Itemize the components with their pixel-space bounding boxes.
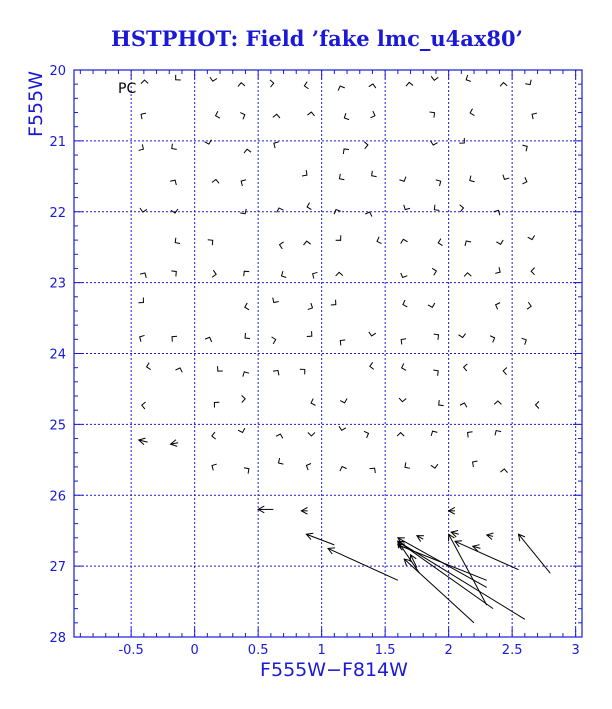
vector-marker	[307, 112, 314, 116]
vector-marker	[459, 334, 466, 338]
vector-marker	[403, 300, 407, 307]
vector-marker	[241, 180, 246, 186]
vector-marker	[141, 113, 146, 119]
vector-marker	[532, 113, 537, 119]
vector-marker	[503, 367, 507, 374]
vector-arrow	[404, 559, 474, 623]
vector-marker	[466, 75, 471, 81]
vector-marker	[170, 180, 176, 185]
vector-marker	[405, 462, 410, 468]
vector-arrow	[398, 541, 525, 619]
x-tick-label: 0.5	[247, 643, 269, 658]
y-axis-label: F555W	[25, 71, 47, 137]
vector-marker	[495, 431, 501, 436]
vector-arrow	[417, 536, 424, 542]
vector-marker	[436, 180, 441, 186]
vector-marker	[141, 80, 148, 84]
vector-marker	[210, 77, 217, 81]
vector-marker	[364, 142, 368, 149]
plot-area	[49, 64, 582, 658]
y-tick-label: 27	[49, 560, 66, 576]
vector-marker	[431, 141, 438, 145]
vector-marker	[522, 145, 527, 151]
vector-marker	[238, 428, 245, 432]
vector-marker	[460, 403, 467, 407]
vector-marker	[402, 363, 406, 370]
vector-marker	[273, 298, 279, 303]
vector-marker	[304, 241, 311, 245]
vector-arrow	[451, 531, 459, 537]
vector-marker	[172, 144, 177, 150]
vector-marker	[208, 240, 213, 246]
vector-marker	[431, 464, 438, 468]
vector-marker	[406, 82, 413, 86]
vector-marker	[470, 109, 474, 116]
vector-marker	[525, 80, 531, 85]
vector-marker	[522, 177, 526, 184]
vector-marker	[340, 340, 345, 346]
vector-marker	[300, 369, 305, 374]
vector-marker	[434, 205, 439, 211]
vector-marker	[370, 362, 374, 369]
y-tick-label: 23	[49, 276, 66, 292]
vector-marker	[140, 335, 145, 341]
vector-marker	[311, 399, 315, 406]
vector-marker	[171, 271, 176, 277]
vector-arrow	[455, 541, 519, 570]
vector-marker	[535, 401, 539, 408]
vector-marker	[428, 303, 435, 307]
vector-marker	[216, 111, 220, 118]
vector-marker	[344, 113, 349, 119]
vector-marker	[172, 336, 177, 341]
y-tick-label: 28	[49, 631, 66, 646]
vector-marker	[307, 331, 312, 336]
vector-marker	[377, 237, 381, 244]
vector-marker	[140, 273, 146, 278]
vector-marker	[465, 241, 471, 246]
vector-marker	[306, 463, 311, 470]
x-tick-label: 3	[571, 643, 580, 658]
vector-marker	[399, 398, 406, 402]
vector-marker	[464, 364, 468, 371]
vector-marker	[218, 366, 223, 371]
vector-marker	[397, 433, 404, 436]
vector-marker	[473, 461, 478, 467]
vector-marker	[399, 177, 405, 182]
x-axis-label: F555W−F814W	[260, 659, 408, 681]
x-tick-label: -0.5	[118, 643, 144, 658]
vector-marker	[270, 80, 274, 87]
vector-arrow	[519, 534, 551, 573]
vector-marker	[364, 431, 369, 438]
vector-marker	[500, 469, 507, 473]
vector-marker	[138, 297, 143, 302]
vector-marker	[176, 75, 181, 80]
vector-marker	[273, 114, 280, 118]
vector-marker	[175, 238, 180, 244]
vector-marker	[464, 273, 471, 277]
vector-marker	[244, 149, 251, 153]
x-tick-label: 1.5	[374, 643, 396, 658]
vector-marker	[331, 300, 336, 305]
vector-marker	[470, 176, 475, 182]
vector-marker	[531, 268, 534, 275]
vector-marker	[494, 401, 501, 404]
vector-arrow	[301, 507, 307, 514]
vector-marker	[280, 242, 284, 249]
vector-marker	[369, 84, 376, 88]
vector-marker	[431, 431, 437, 436]
vector-marker	[238, 83, 245, 87]
vector-marker	[430, 112, 435, 118]
vector-marker	[495, 267, 500, 273]
vector-marker	[175, 368, 182, 372]
vector-marker	[272, 337, 276, 344]
vector-marker	[401, 239, 408, 243]
vector-marker	[439, 400, 444, 406]
vector-marker	[522, 338, 527, 344]
y-tick-label: 22	[49, 205, 66, 221]
x-tick-label: 0	[190, 643, 199, 658]
vector-marker	[240, 113, 245, 120]
vector-marker	[339, 426, 346, 430]
vector-marker	[434, 334, 439, 340]
vector-marker	[528, 235, 535, 239]
vector-marker	[432, 268, 436, 275]
vector-marker	[243, 372, 249, 377]
vector-marker	[147, 363, 151, 370]
vector-marker	[369, 332, 376, 336]
vector-marker	[244, 271, 250, 276]
vector-marker	[494, 210, 500, 215]
vector-marker	[212, 464, 217, 470]
vector-marker	[500, 83, 507, 87]
vector-arrow	[139, 438, 148, 445]
x-tick-label: 2.5	[501, 643, 523, 658]
x-tick-label: 1	[317, 643, 326, 658]
vector-marker	[401, 339, 406, 345]
vector-marker	[171, 209, 178, 213]
y-tick-label: 25	[49, 418, 66, 434]
vector-marker	[245, 333, 250, 339]
vector-marker	[527, 302, 531, 309]
vector-marker	[308, 303, 313, 309]
vector-marker	[140, 208, 147, 212]
vector-arrow	[328, 548, 398, 580]
vector-marker	[490, 336, 495, 343]
vector-marker	[276, 434, 283, 438]
vector-marker	[336, 272, 343, 276]
y-tick-label: 21	[49, 134, 66, 150]
vector-marker	[496, 240, 503, 244]
vector-marker	[214, 402, 219, 407]
vector-marker	[433, 370, 438, 376]
vector-marker	[273, 370, 279, 375]
vector-marker	[244, 468, 249, 474]
vector-arrow	[449, 507, 455, 514]
vector-arrow	[258, 506, 273, 513]
vector-marker	[142, 402, 146, 409]
vector-marker	[365, 212, 372, 216]
vector-arrow	[171, 440, 179, 447]
vector-marker	[302, 170, 307, 176]
vector-marker	[438, 239, 442, 246]
vector-marker	[279, 458, 284, 464]
vector-marker	[212, 432, 216, 439]
vector-marker	[313, 272, 318, 278]
vector-arrow	[306, 533, 334, 545]
vector-marker	[401, 273, 408, 278]
vector-marker	[431, 76, 438, 80]
vector-marker	[139, 144, 144, 150]
vector-marker	[496, 303, 501, 310]
y-tick-label: 26	[49, 489, 66, 505]
vector-marker	[503, 175, 509, 180]
vector-marker	[274, 142, 279, 148]
vector-marker	[343, 149, 349, 154]
vector-marker	[242, 395, 246, 402]
vector-marker	[340, 467, 347, 472]
vector-marker	[304, 82, 308, 89]
vector-marker	[460, 205, 464, 212]
panel-label: PC	[118, 81, 137, 97]
vector-marker	[212, 179, 219, 183]
vector-marker	[370, 111, 374, 118]
vector-marker	[205, 337, 212, 342]
x-tick-label: 2	[444, 643, 453, 658]
vector-marker	[339, 174, 344, 180]
vector-marker	[281, 271, 286, 277]
chart-title: HSTPHOT: Field ’fake lmc_u4ax80’	[111, 26, 523, 51]
vector-marker	[404, 205, 410, 210]
vector-arrow	[487, 533, 494, 540]
vector-marker	[307, 203, 311, 210]
vector-marker	[338, 86, 345, 91]
vector-marker	[372, 171, 377, 177]
vector-marker	[468, 432, 473, 438]
vector-marker	[212, 270, 216, 277]
vector-marker	[245, 303, 249, 310]
vector-marker	[370, 468, 376, 473]
vector-marker	[340, 399, 347, 403]
vector-marker	[308, 432, 315, 436]
vector-marker	[336, 235, 341, 240]
y-tick-label: 20	[49, 64, 66, 79]
y-tick-label: 24	[49, 347, 66, 363]
